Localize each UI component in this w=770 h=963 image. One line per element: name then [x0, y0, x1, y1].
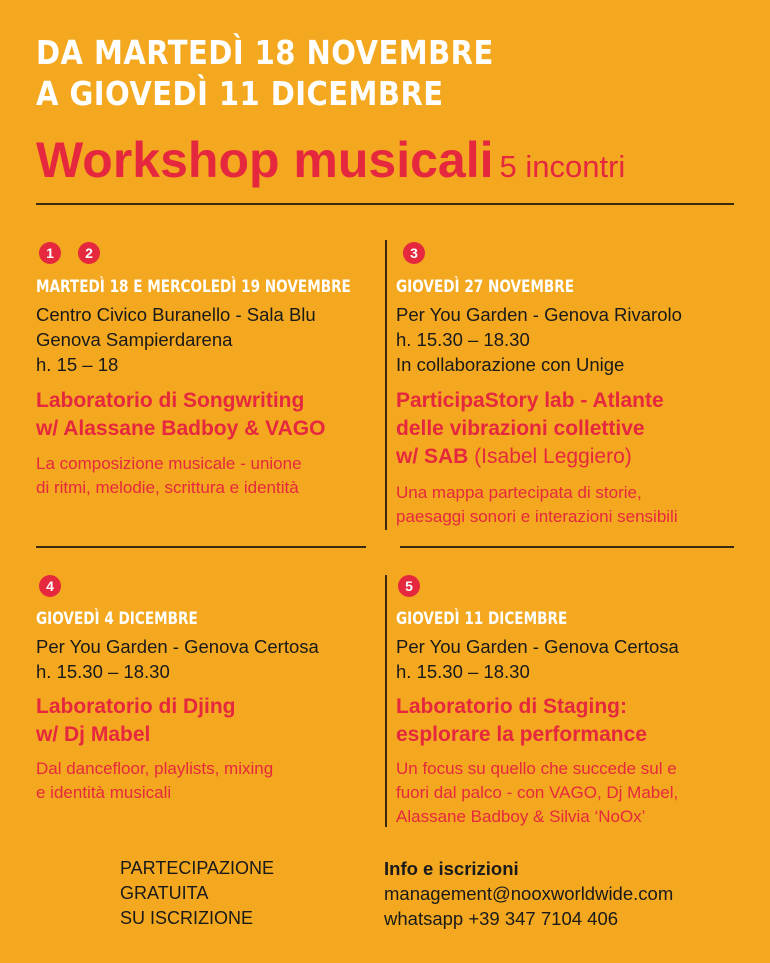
contact-whatsapp[interactable]: whatsapp +39 347 7104 406 [384, 908, 619, 929]
workshop-title: ParticipaStory lab - Atlante [396, 389, 664, 412]
page-subtitle: 5 incontri [499, 149, 626, 184]
page-title-text: Workshop musicali [36, 132, 494, 188]
contact-info [384, 856, 673, 931]
workshop-title: Laboratorio di Songwriting [36, 389, 305, 412]
workshop-location: Per You Garden - Genova Certosa [36, 636, 319, 657]
workshop-description: Una mappa partecipata di storie, [396, 483, 642, 502]
row-divider-right [400, 546, 734, 548]
column-divider-top [385, 240, 387, 530]
workshop-date: GIOVEDÌ 11 DICEMBRE [396, 609, 568, 629]
workshop-host-name: w/ SAB [396, 445, 469, 468]
workshop-location: Per You Garden - Genova Certosa [396, 636, 679, 657]
workshop-location: Centro Civico Buranello - Sala Blu [36, 304, 316, 325]
workshop-description: paesaggi sonori e interazioni sensibili [396, 507, 678, 526]
workshop-description: Alassane Badboy & Silvia ‘NoOx’ [396, 807, 646, 826]
workshop-date: MARTEDÌ 18 E MERCOLEDÌ 19 NOVEMBRE [36, 277, 351, 297]
workshop-description: Dal dancefloor, playlists, mixing [36, 759, 274, 778]
header-divider [36, 203, 734, 205]
workshop-date: GIOVEDÌ 4 DICEMBRE [36, 609, 198, 629]
participation-line: GRATUITA [120, 883, 209, 903]
workshop-title-cont: delle vibrazioni collettive [396, 417, 645, 440]
header-date-line-2: A GIOVEDÌ 11 DICEMBRE [36, 74, 444, 113]
workshop-location-area: Genova Sampierdarena [36, 329, 233, 350]
workshop-description: La composizione musicale - unione [36, 454, 302, 473]
row-divider-left [36, 546, 366, 548]
session-number-badge: 5 [398, 575, 420, 597]
workshop-date: GIOVEDÌ 27 NOVEMBRE [396, 277, 575, 297]
session-number-badge: 4 [39, 575, 61, 597]
participation-note [120, 856, 274, 931]
workshop-host: w/ Alassane Badboy & VAGO [36, 417, 326, 440]
workshop-title: Laboratorio di Staging: [396, 695, 627, 718]
workshop-description: Un focus su quello che succede sul e [396, 759, 677, 778]
contact-title: Info e iscrizioni [384, 858, 519, 879]
session-number-badge: 1 [39, 242, 61, 264]
session-number-badge: 2 [78, 242, 100, 264]
contact-email[interactable]: management@nooxworldwide.com [384, 883, 674, 904]
workshop-description: fuori dal palco - con VAGO, Dj Mabel, [396, 783, 679, 802]
workshop-time: h. 15.30 – 18.30 [396, 661, 530, 682]
workshop-host: w/ Dj Mabel [36, 723, 151, 746]
workshop-partner: In collaborazione con Unige [396, 354, 625, 375]
participation-line: SU ISCRIZIONE [120, 908, 254, 928]
workshop-time: h. 15 – 18 [36, 354, 119, 375]
session-number-badge: 3 [403, 242, 425, 264]
workshop-time: h. 15.30 – 18.30 [396, 329, 530, 350]
column-divider-bottom [385, 575, 387, 827]
workshop-time: h. 15.30 – 18.30 [36, 661, 170, 682]
workshop-host-fullname: (Isabel Leggiero) [474, 445, 632, 468]
workshop-description: di ritmi, melodie, scrittura e identità [36, 478, 299, 497]
page-title [36, 132, 625, 195]
workshop-title-cont: esplorare la performance [396, 723, 647, 746]
workshop-description: e identità musicali [36, 783, 172, 802]
workshop-title: Laboratorio di Djing [36, 695, 236, 718]
workshop-location: Per You Garden - Genova Rivarolo [396, 304, 682, 325]
header-date-line-1: DA MARTEDÌ 18 NOVEMBRE [36, 33, 494, 72]
workshop-host [396, 443, 632, 471]
participation-line: PARTECIPAZIONE [120, 858, 275, 878]
